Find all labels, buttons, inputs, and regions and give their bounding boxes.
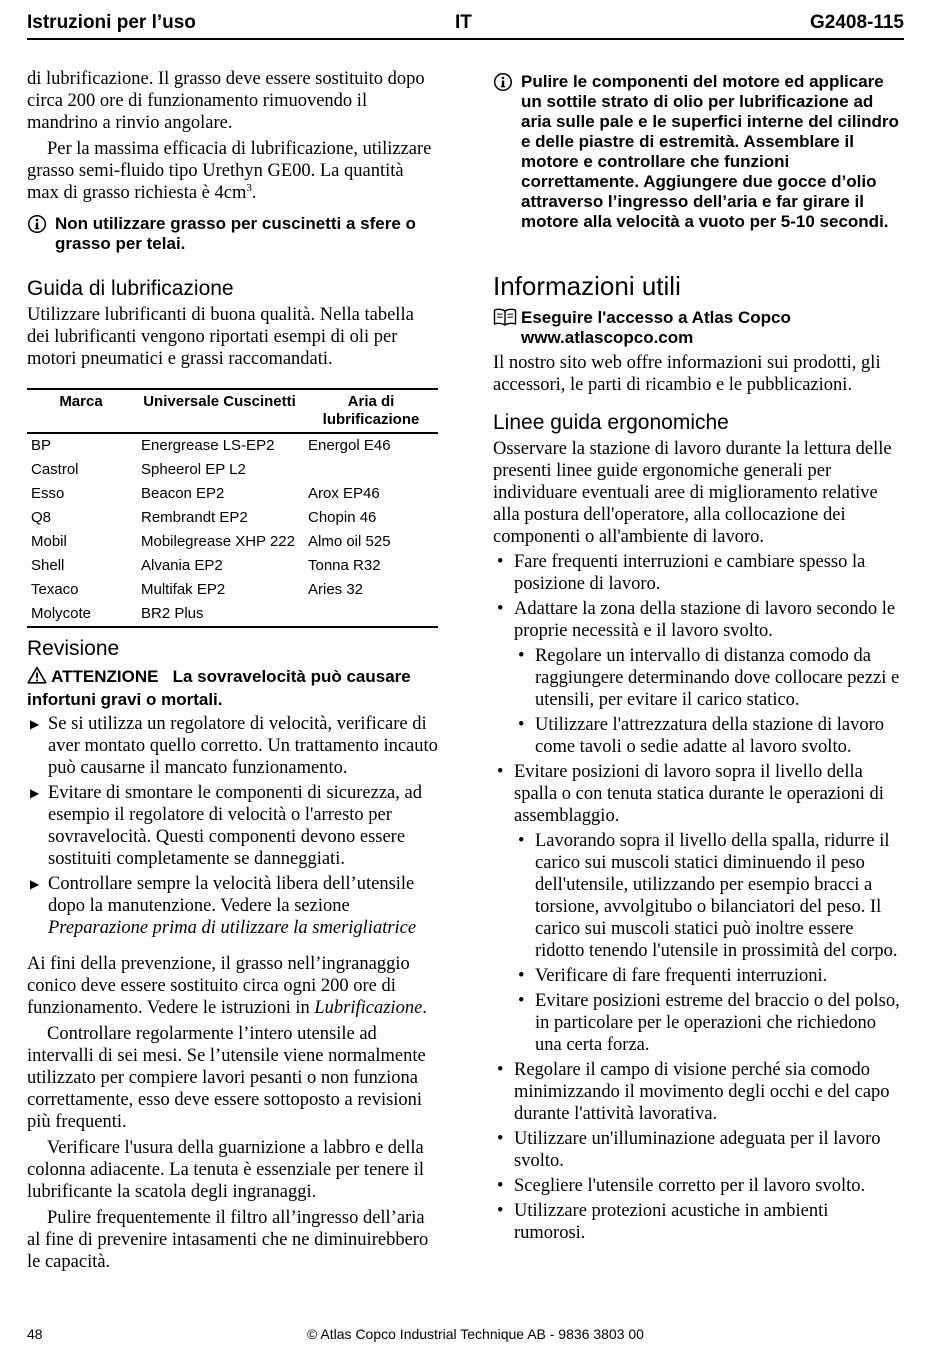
- table-header-row: [27, 389, 438, 433]
- table-cell: Beacon EP2: [141, 485, 225, 502]
- sub-list-item: • Utilizzare l'attrezzatura della stazione di lavoro come tavoli o sedie adatte al lavoro svolto.: [518, 715, 884, 757]
- table-row: [27, 578, 438, 602]
- left-column: [27, 68, 438, 1273]
- table-row: [27, 458, 438, 482]
- cross-reference: Preparazione prima di utilizzare la smerigliatrice: [48, 918, 417, 938]
- paragraph: Per la massima efficacia di lubrificazione, utilizzare grasso semi-fluido tipo Urethyn GE00. La quantità max di grasso richiesta è $4cm^3$.: [27, 139, 432, 203]
- warning-triangle-icon: [27, 666, 47, 689]
- warning-label: ATTENZIONE: [51, 667, 159, 686]
- ergonomic-list: [493, 551, 904, 1244]
- table-cell: BR2 Plus: [135, 602, 304, 627]
- paragraph: Osservare la stazione di lavoro durante la lettura delle presenti linee guide ergonomiche generali per individuare eventuali aree di miglioramento relative alla postura dell'operatore, alla collocazione dei componenti o all'ambiente di lavoro.: [493, 439, 892, 547]
- paragraph: Verificare l'usura della guarnizione a labbro e della colonna adiacente. La tenuta è essenziale per tenere il lubrificante la scatola degli ingranaggi.: [27, 1138, 425, 1202]
- access-text: Eseguire l'accesso a Atlas Copco: [521, 308, 791, 327]
- table-cell: Mobil: [31, 533, 67, 550]
- info-icon: [493, 72, 521, 232]
- sub-list-item: • Evitare posizioni estreme del braccio o del polso, in particolare per le operazioni che richiedono una certa forza.: [518, 991, 900, 1055]
- list-item: ▶ Controllare sempre la velocità libera dell’utensile dopo la manutenzione. Vedere la sezione Preparazione prima di utilizzare la smerigliatrice: [30, 874, 417, 938]
- copyright: © Atlas Copco Industrial Technique AB - 9836 3803 00: [307, 1326, 644, 1342]
- triangle-bullet-icon: ▶: [30, 786, 40, 800]
- paragraph: Utilizzare lubrificanti di buona qualità. Nella tabella dei lubrificanti vengono riportati esempi di oli per motori pneumatici e grassi raccomandati.: [27, 305, 414, 369]
- table-row: [27, 482, 438, 506]
- sub-list: [514, 830, 904, 1056]
- info-note: [493, 72, 904, 232]
- warning-text: La sovravelocità può causare infortuni gravi o mortali.: [27, 667, 411, 709]
- table-header-cell: Marca: [27, 389, 135, 433]
- table-cell: [304, 602, 438, 627]
- cross-reference: Lubrificazione: [314, 998, 423, 1018]
- list-item: • Utilizzare un'illuminazione adeguata per il lavoro svolto.: [497, 1129, 881, 1171]
- table-cell: Energrease LS-EP2: [141, 437, 275, 454]
- table-cell: Q8: [31, 509, 52, 526]
- table-cell: Tonna R32: [308, 557, 381, 574]
- table-cell: Aries 32: [308, 581, 364, 598]
- table-cell: Molycote: [27, 602, 135, 627]
- table-cell: Alvania EP2: [141, 557, 223, 574]
- section-title: Guida di lubrificazione: [27, 277, 234, 300]
- list-item: • Adattare la zona della stazione di lavoro secondo le proprie necessità e il lavoro svolto. • Regolare un intervallo di distanza comodo da raggiungere determinando dove collocare pezzi e utensili, per evitare il carico statico. • Utilizzare l'attrezzatura della stazione di lavoro come tavoli o sedie adatte al lavoro svolto.: [493, 598, 904, 758]
- table-header-cell: Aria di lubrificazione: [304, 389, 438, 433]
- table-cell: Shell: [31, 557, 65, 574]
- table-row: [27, 602, 438, 627]
- sub-list-item: • Regolare un intervallo di distanza comodo da raggiungere determinando dove collocare pezzi e utensili, per evitare il carico statico.: [518, 646, 900, 710]
- triangle-bullet-icon: ▶: [30, 717, 40, 731]
- list-item: ▶ Se si utilizza un regolatore di velocità, verificare di aver montato quello corretto. Un trattamento incauto può causarne il mancato funzionamento.: [30, 714, 438, 778]
- triangle-bullet-icon: ▶: [30, 877, 40, 891]
- right-column: [493, 72, 904, 1244]
- book-icon: [493, 308, 521, 348]
- table-cell: Almo oil 525: [308, 533, 391, 550]
- table-cell: Rembrandt EP2: [141, 509, 248, 526]
- sub-list-item: • Lavorando sopra il livello della spalla, ridurre il carico sui muscoli statici diminuendo il peso dell'utensile, utilizzando per esempio bracci a torsione, avvolgitubo o bilanciatori del peso. Il carico sui muscoli statici può inoltre essere ridotto tenendo l'utensile in prossimità del corpo.: [518, 831, 898, 961]
- paragraph: di lubrificazione. Il grasso deve essere sostituito dopo circa 200 ore di funzionamento rimuovendo il mandrino a rinvio angolare.: [27, 69, 425, 133]
- page-header: [27, 10, 904, 40]
- table-cell: Arox EP46: [308, 485, 380, 502]
- info-note: [27, 214, 438, 254]
- table-cell: Castrol: [31, 461, 79, 478]
- list-item: ▶ Evitare di smontare le componenti di sicurezza, ad esempio il regolatore di velocità o l'arresto per sovravelocità. Questi componenti devono essere sostituiti completamente se danneggiati.: [30, 783, 422, 869]
- table-cell: Esso: [31, 485, 65, 502]
- table-cell: [304, 458, 438, 482]
- table-cell: Energol E46: [308, 437, 391, 454]
- table-cell: BP: [31, 437, 52, 454]
- list-item: • Regolare il campo di visione perché sia comodo minimizzando il movimento degli occhi e del capo durante l'attività lavorativa.: [497, 1060, 890, 1124]
- page-number: 48: [27, 1326, 43, 1342]
- table-cell: Multifak EP2: [141, 581, 226, 598]
- table-row: [27, 554, 438, 578]
- info-note-text: Pulire le componenti del motore ed applicare un sottile strato di olio per lubrificazione ad aria sulle pale e le superfici interne del cilindro e delle piastre di estremità. Assemblare il motore e controllare che funzioni correttamente. Aggiungere due gocce d’olio attraverso l’ingresso dell’aria e far girare il motore alla velocità a vuoto per 5-10 secondi.: [521, 72, 899, 231]
- table-cell: Spheerol EP L2: [141, 461, 246, 478]
- table-cell: Chopin 46: [308, 509, 377, 526]
- website-link[interactable]: www.atlascopco.com: [521, 328, 694, 347]
- paragraph: Controllare regolarmente l’intero utensile ad intervalli di sei mesi. Se l’utensile viene normalmente utilizzato per compiere lavori pesanti o non funziona correttamente, esso deve essere sottoposto a revisioni più frequenti.: [27, 1024, 426, 1132]
- list-item: • Evitare posizioni di lavoro sopra il livello della spalla o con tenuta statica durante le operazioni di assemblaggio. • Lavorando sopra il livello della spalla, ridurre il carico sui muscoli statici diminuendo il peso dell'utensile, utilizzando per esempio bracci a torsione, avvolgitubo o bilanciatori del peso. Il carico sui muscoli statici può inoltre essere ridotto tenendo l'utensile in prossimità del corpo. • Verificare di fare frequenti interruzioni. • Evitare posizioni estreme del braccio o del polso, in particolare per le operazioni che richiedono una certa forza.: [493, 761, 904, 1056]
- table-row: [27, 506, 438, 530]
- table-cell: Texaco: [31, 581, 79, 598]
- paragraph: Ai fini della prevenzione, il grasso nell’ingranaggio conico deve essere sostituito circa ogni 200 ore di funzionamento. Vedere le istruzioni in Lubrificazione.: [27, 954, 427, 1018]
- sub-list: [514, 645, 904, 758]
- warning-block: [27, 666, 438, 710]
- paragraph: Pulire frequentemente il filtro all’ingresso dell’aria al fine di prevenire intasamenti che ne diminuirebbero le capacità.: [27, 1208, 429, 1272]
- section-title: Revisione: [27, 637, 120, 660]
- header-doc-type: Istruzioni per l’uso: [27, 12, 196, 33]
- table-header-cell: Universale Cuscinetti: [135, 389, 304, 433]
- paragraph: Il nostro sito web offre informazioni sui prodotti, gli accessori, le parti di ricambio e le pubblicazioni.: [493, 353, 881, 395]
- lubricant-table: [27, 388, 438, 628]
- sub-list-item: • Verificare di fare frequenti interruzioni.: [518, 966, 828, 986]
- list-item: • Utilizzare protezioni acustiche in ambienti rumorosi.: [497, 1201, 829, 1243]
- table-row: [27, 530, 438, 554]
- header-language: IT: [455, 12, 472, 33]
- table-row: [27, 433, 438, 458]
- section-title: Linee guida ergonomiche: [493, 411, 729, 434]
- table-cell: Mobilegrease XHP 222: [141, 533, 295, 550]
- list-item: • Fare frequenti interruzioni e cambiare spesso la posizione di lavoro.: [497, 552, 866, 594]
- list-item: • Scegliere l'utensile corretto per il lavoro svolto.: [497, 1176, 866, 1196]
- revision-list: [27, 713, 438, 939]
- section-title: Informazioni utili: [493, 271, 681, 301]
- info-icon: [27, 214, 55, 254]
- header-model: G2408-115: [809, 12, 904, 33]
- access-note: [493, 308, 904, 348]
- info-note-text: Non utilizzare grasso per cuscinetti a sfere o grasso per telai.: [55, 214, 416, 253]
